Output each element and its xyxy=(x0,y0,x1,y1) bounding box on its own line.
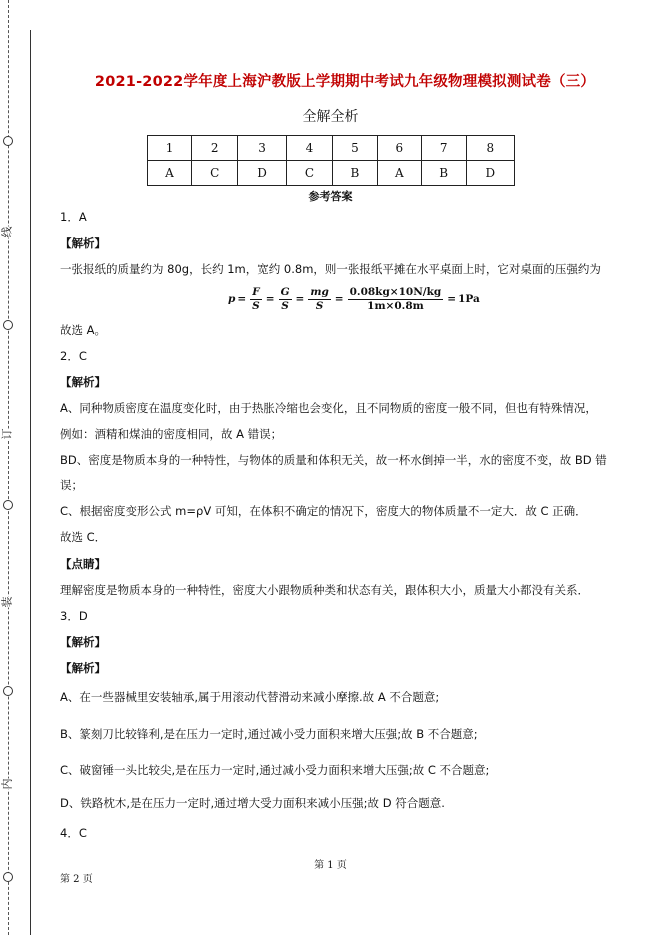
formula-fraction-mg-over-s xyxy=(308,286,330,313)
answer-caption: 参考答案 xyxy=(308,190,353,203)
q3-option-c: C、破窗锤一头比较尖,是在压力一定时,通过减小受力面积来增大压强;故 C 不合题意; xyxy=(60,763,490,777)
q3-analysis-label: 【解析】 xyxy=(60,661,106,675)
q3-analysis-label: 【解析】 xyxy=(60,635,106,649)
q1-conclusion: 故选 A。 xyxy=(60,323,107,337)
fraction-denominator: S xyxy=(315,299,324,312)
q2-line-2: 例如：酒精和煤油的密度相同，故 A 错误； xyxy=(60,427,283,441)
table-cell: 5 xyxy=(333,136,378,161)
binding-hole xyxy=(3,500,13,510)
table-cell: 4 xyxy=(286,136,332,161)
formula-equals: = xyxy=(447,293,457,305)
binding-char-zhuang: 装 xyxy=(0,596,14,608)
q2-line-3: BD、密度是物质本身的一种特性，与物体的质量和体积无关，故一杯水倒掉一半，水的密度不变，故 BD 错 xyxy=(60,453,607,467)
fraction-denominator: S xyxy=(252,299,260,312)
table-cell: 1 xyxy=(148,136,192,161)
page-subtitle: 全解全析 xyxy=(302,109,359,125)
q2-number: 2．C xyxy=(60,349,87,363)
fraction-denominator: 1m×0.8m xyxy=(367,299,424,312)
q2-analysis-label: 【解析】 xyxy=(60,375,106,389)
q2-tip-label: 【点睛】 xyxy=(60,557,106,571)
q2-line-5: C、根据密度变形公式 m=ρV 可知，在体积不确定的情况下，密度大的物体质量不一定大．故 C 正确． xyxy=(60,504,587,518)
binding-hole xyxy=(3,686,13,696)
binding-hole xyxy=(3,872,13,882)
fraction-denominator: S xyxy=(281,299,289,312)
formula-equals: = xyxy=(237,293,247,305)
fraction-numerator: F xyxy=(252,285,260,298)
q3-number: 3．D xyxy=(60,609,88,623)
table-cell: B xyxy=(333,161,378,186)
answer-table xyxy=(147,135,515,186)
binding-frame-line xyxy=(30,30,31,935)
table-cell: 8 xyxy=(466,136,514,161)
fraction-numerator: 0.08kg×10N/kg xyxy=(349,285,442,298)
formula-p: p xyxy=(228,293,236,305)
q2-tip-text: 理解密度是物质本身的一种特性，密度大小跟物质种类和状态有关，跟体积大小，质量大小都没有关系． xyxy=(60,583,589,597)
formula-equals: = xyxy=(334,293,344,305)
q3-option-a: A、在一些器械里安装轴承,属于用滚动代替滑动来减小摩擦.故 A 不合题意; xyxy=(60,690,440,704)
q2-line-6: 故选 C． xyxy=(60,530,107,544)
table-cell: A xyxy=(148,161,192,186)
table-cell: 3 xyxy=(238,136,286,161)
table-cell: 6 xyxy=(377,136,421,161)
binding-char-ding: 订 xyxy=(0,428,14,440)
formula-fraction-values xyxy=(348,286,444,313)
q1-text: 一张报纸的质量约为 80g，长约 1m，宽约 0.8m，则一张报纸平摊在水平桌面上时，它对桌面的压强约为 xyxy=(60,262,601,276)
q2-line-4: 误； xyxy=(60,478,83,492)
formula-result: 1Pa xyxy=(458,293,480,305)
q3-option-d: D、铁路枕木,是在压力一定时,通过增大受力面积来减小压强;故 D 符合题意. xyxy=(60,796,445,810)
formula-equals: = xyxy=(295,293,305,305)
binding-char-xian: 线 xyxy=(0,226,14,238)
table-cell: 2 xyxy=(192,136,238,161)
table-cell: C xyxy=(192,161,238,186)
table-row-numbers xyxy=(148,136,515,161)
table-row-answers xyxy=(148,161,515,186)
formula-fraction-f-over-s xyxy=(250,286,262,313)
fraction-numerator: mg xyxy=(310,285,329,298)
binding-hole xyxy=(3,320,13,330)
q3-option-b: B、篆刻刀比较锋利,是在压力一定时,通过减小受力面积来增大压强;故 B 不合题意; xyxy=(60,727,478,741)
table-cell: B xyxy=(421,161,466,186)
table-cell: D xyxy=(238,161,286,186)
table-cell: C xyxy=(286,161,332,186)
binding-char-nei: 内 xyxy=(0,778,14,790)
q1-number: 1．A xyxy=(60,210,87,224)
q4-number: 4．C xyxy=(60,826,87,840)
q2-line-1: A、同种物质密度在温度变化时，由于热胀冷缩也会变化，且不同物质的密度一般不同，但也有特殊情况， xyxy=(60,401,597,415)
table-cell: A xyxy=(377,161,421,186)
binding-hole xyxy=(3,136,13,146)
footer-page-left: 第 2 页 xyxy=(60,874,93,885)
formula-equals: = xyxy=(265,293,275,305)
fraction-numerator: G xyxy=(280,285,290,298)
q1-pressure-formula xyxy=(228,283,480,315)
footer-page-center: 第 1 页 xyxy=(314,860,347,871)
page-title: 2021-2022学年度上海沪教版上学期期中考试九年级物理模拟测试卷（三） xyxy=(94,74,596,90)
table-cell: 7 xyxy=(421,136,466,161)
table-cell: D xyxy=(466,161,514,186)
q1-analysis-label: 【解析】 xyxy=(60,236,106,250)
formula-fraction-g-over-s xyxy=(279,286,292,313)
